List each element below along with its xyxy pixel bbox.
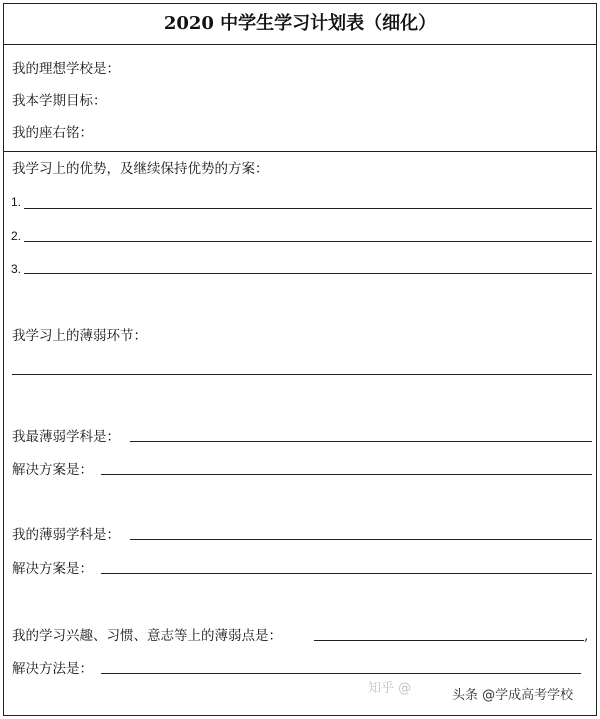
weak-solution-label: 解决方案是： [12, 561, 93, 577]
strength-item-3-line [24, 273, 592, 274]
strengths-heading: 我学习上的优势，及继续保持优势的方案： [12, 161, 269, 177]
habits-label: 我的学习兴趣、习惯、意志等上的薄弱点是： [12, 628, 282, 644]
strength-item-1-number: 1. [11, 195, 22, 209]
strength-item-2-line [24, 241, 592, 242]
weakest-subject-label: 我最薄弱学科是： [12, 429, 120, 445]
toutiao-watermark: 头条 @学成高考学校 [452, 688, 574, 703]
semester-goal-label: 我本学期目标： [12, 93, 107, 109]
weakest-solution-line [101, 474, 592, 475]
ideal-school-label: 我的理想学校是： [12, 61, 120, 77]
motto-label: 我的座右铭： [12, 125, 93, 141]
weak-subject-label: 我的薄弱学科是： [12, 527, 120, 543]
zhihu-watermark: 知乎 @ [368, 681, 412, 696]
weak-links-heading: 我学习上的薄弱环节： [12, 328, 147, 344]
weak-solution-line [101, 573, 592, 574]
weak-subject-line [130, 539, 592, 540]
page-title: 2020 中学生学习计划表（细化） [4, 4, 596, 45]
strength-item-2-number: 2. [11, 229, 22, 243]
habits-method-line [101, 673, 581, 674]
strength-item-3-number: 3. [11, 262, 22, 276]
weakest-solution-label: 解决方案是： [12, 462, 93, 478]
weakest-subject-line [130, 441, 592, 442]
weak-links-line [12, 374, 592, 375]
strength-item-1-line [24, 208, 592, 209]
habits-line [314, 640, 584, 641]
section-divider [4, 151, 596, 152]
study-plan-sheet [3, 3, 597, 716]
habits-method-label: 解决方法是： [12, 661, 93, 677]
habits-trailing-comma: , [584, 628, 589, 644]
